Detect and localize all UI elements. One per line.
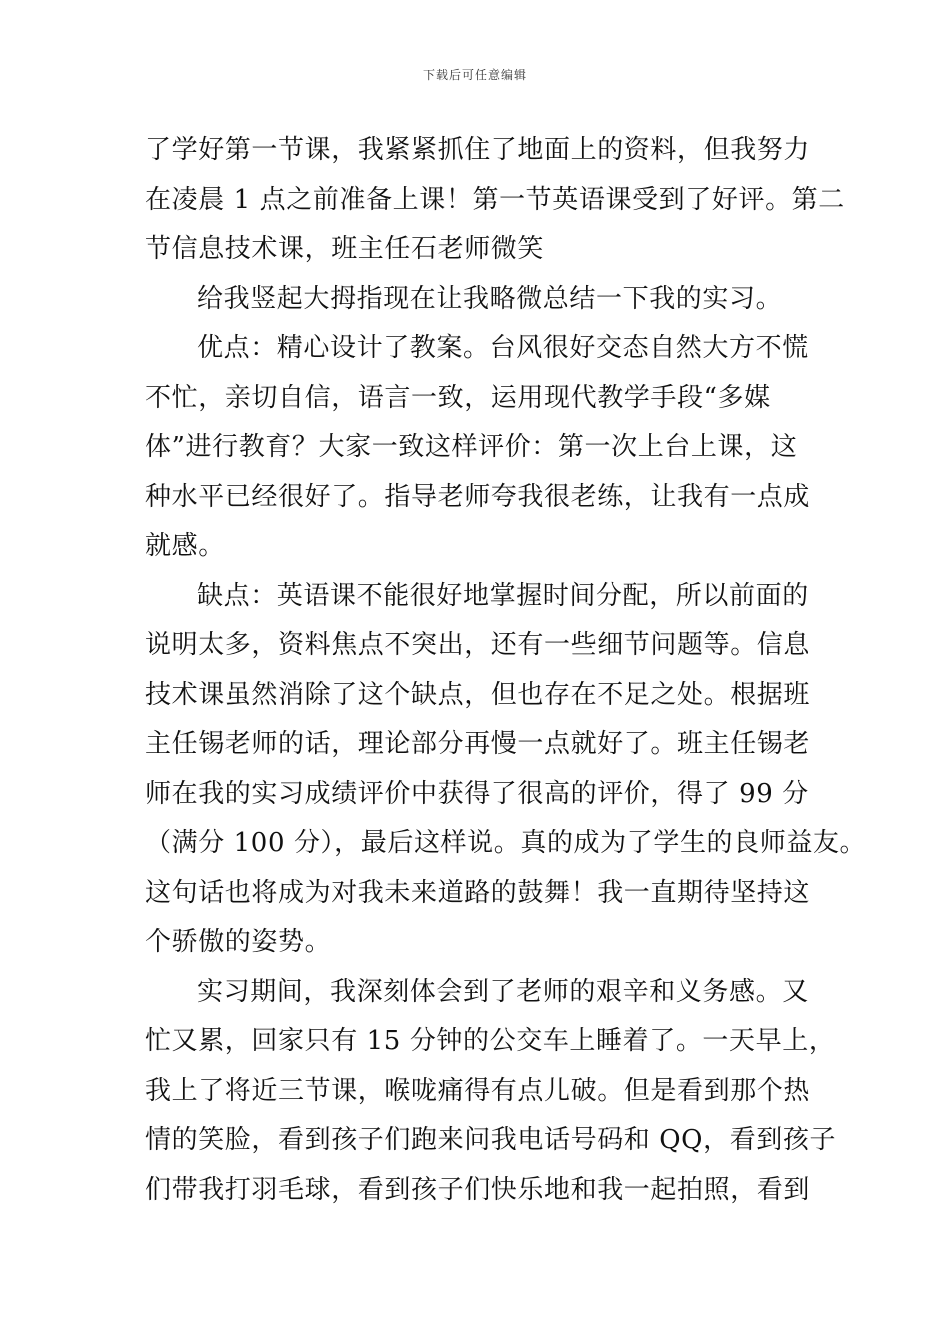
- text-line: 了学好第一节课，我紧紧抓住了地面上的资料，但我努力: [145, 135, 811, 165]
- text-line: 师在我的实习成绩评价中获得了很高的评价，得了 99 分: [145, 778, 809, 809]
- text-line: 情的笑脸，看到孩子们跑来问我电话号码和 QQ，看到孩子: [145, 1125, 837, 1155]
- text-line: 种水平已经很好了。指导老师夸我很老练，让我有一点成: [145, 481, 811, 512]
- paragraph-start-line: 优点：精心设计了教案。台风很好交态自然大方不慌: [197, 333, 809, 363]
- text-line: 忙又累，回家只有 15 分钟的公交车上睡着了。一天早上，: [145, 1026, 836, 1056]
- paragraph-start-line: 缺点：英语课不能很好地掌握时间分配，所以前面的: [197, 580, 809, 611]
- text-line: 不忙，亲切自信，语言一致，运用现代教学手段“多媒: [145, 382, 771, 413]
- text-line: 主任锡老师的话，理论部分再慢一点就好了。班主任锡老: [145, 729, 811, 759]
- paragraph-start-line: 给我竖起大拇指现在让我略微总结一下我的实习。: [197, 283, 783, 314]
- text-line: 们带我打羽毛球，看到孩子们快乐地和我一起拍照，看到: [145, 1174, 811, 1205]
- document-body: [145, 126, 867, 1215]
- text-line: 技术课虽然消除了这个缺点，但也存在不足之处。根据班: [145, 679, 811, 710]
- page-header: 下载后可任意编辑: [422, 68, 527, 82]
- text-line: （满分 100 分），最后这样说。真的成为了学生的良师益友。: [145, 828, 867, 858]
- text-line: 节信息技术课，班主任石老师微笑: [145, 234, 545, 264]
- text-line: 我上了将近三节课，喉咙痛得有点儿破。但是看到那个热: [145, 1075, 811, 1106]
- text-line: 在凌晨 1 点之前准备上课！第一节英语课受到了好评。第二: [145, 184, 845, 215]
- text-line: 体”进行教育？大家一致这样评价：第一次上台上课，这: [145, 432, 798, 462]
- text-line: 个骄傲的姿势。: [145, 927, 332, 957]
- text-line: 说明太多，资料焦点不突出，还有一些细节问题等。信息: [145, 630, 811, 660]
- text-line: 就感。: [145, 531, 225, 561]
- text-line: 这句话也将成为对我未来道路的鼓舞！我一直期待坚持这: [145, 877, 811, 908]
- paragraph-start-line: 实习期间，我深刻体会到了老师的艰辛和义务感。又: [197, 976, 809, 1007]
